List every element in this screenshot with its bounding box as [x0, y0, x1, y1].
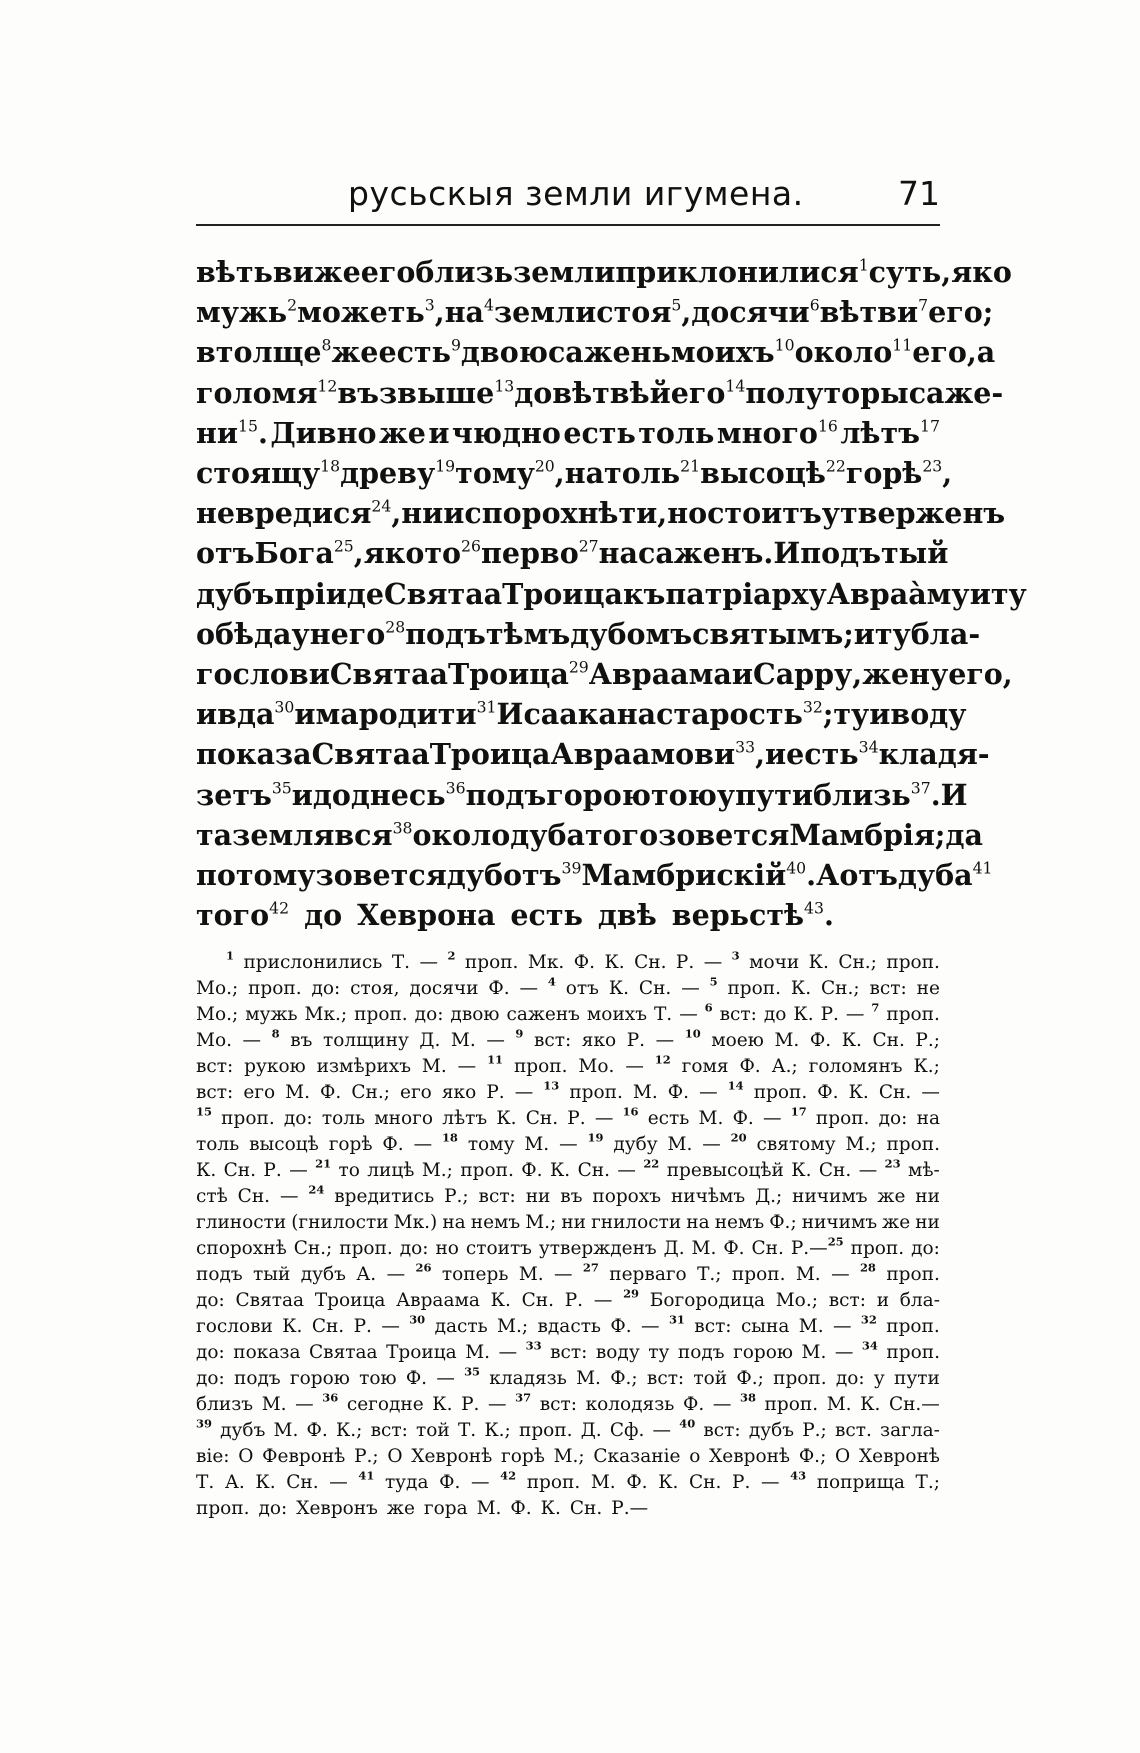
- footnote-line: стѣ Сн. — $^{24}$ вредитись Р.; вст: ни въ порохъ ничѣмъ Д.; ничимъ же ни: [196, 1182, 940, 1207]
- main-text-line: втолще$^8$ же есть$^9$ двою сажень моихъ$^{10}$ около$^{11}$ его, а: [196, 335, 996, 370]
- main-text-line: отъ Бога$^{25}$, яко $то^{26}$ перво$^{27}$ насаженъ. И подъ тый: [196, 536, 949, 571]
- main-text-line: мужь$^2$ можеть$^3$, $на^4$ земли стоя$^5$, досячи$^6$ вѣтви$^7$ его;: [196, 295, 994, 330]
- footnote-line: подъ тый дубъ А. — $^{26}$ топерь М. — $^{27}$ перваго Т.; проп. М. — $^{28}$ проп.: [196, 1260, 940, 1285]
- footnote-line: Мо.; проп. до: стоя, досячи Ф. — $^4$ отъ К. Сн. — $^5$ проп. К. Сн.; вст: не: [196, 974, 940, 999]
- footnote-line: гослови К. Сн. Р. — $^{30}$ дасть М.; вдасть Ф. — $^{31}$ вст: сына М. — $^{32}$ проп.: [196, 1312, 940, 1337]
- main-text-line: гослови Святаа Троица$^{29}$ Авраама и Сарру, жену его,: [196, 657, 1013, 692]
- footnote-line: $^1$ прислонились Т. — $^2$ проп. Мк. Ф. К. Сн. Р. — $^3$ мочи К. Сн.; проп.: [226, 948, 940, 973]
- footnote-line: глиности (гнилости Мк.) на немъ М.; ни гнилости на немъ Ф.; ничимъ же ни: [196, 1212, 940, 1233]
- footnote-line: Мо.; мужь Мк.; проп. до: двою саженъ моихъ Т. — $^6$ вст: до К. Р. — $^7$ проп.: [196, 1000, 940, 1025]
- footnotes: [196, 950, 940, 1522]
- main-text-line: вѣтьви же его близь земли приклонилися$^1$ суть, яко: [196, 255, 1012, 289]
- page-number: 71: [898, 174, 940, 213]
- main-text-line: обѣда у него$^{28}$ подъ тѣмъ дубомъ святымъ; и ту бла-: [196, 616, 981, 651]
- footnote-line: $^{39}$ дубъ М. Ф. К.; вст: той Т. К.; проп. Д. Сф. — $^{40}$ вст: дубъ Р.; вст. заглa-: [196, 1416, 940, 1441]
- footnote-line: близъ М. — $^{36}$ сегодне К. Р. — $^{37}$ вст: колодязь Ф. — $^{38}$ проп. М. К. Сн.—: [196, 1390, 940, 1415]
- main-text-line: $ни^{15}$. Дивно же и чюдно есть толь много$^{16}$ лѣтъ$^{17}$: [196, 415, 940, 450]
- footnote-line: Мо. — $^8$ въ толщину Д. М. — $^9$ вст: яко Р. — $^{10}$ моею М. Ф. К. Сн. Р.;: [196, 1026, 940, 1051]
- footnote-line: вст: его М. Ф. Сн.; его яко Р. — $^{13}$ проп. М. Ф. — $^{14}$ проп. Ф. К. Сн. —: [196, 1078, 940, 1103]
- header-rule: [196, 224, 940, 226]
- main-text-line: голомя$^{12}$ възвыше$^{13}$ до вѣтвѣй его$^{14}$ полуторы саже-: [196, 375, 1004, 410]
- main-text-line: та земля вся$^{38}$ около дуба того зовется Мамбрія; да: [196, 817, 983, 852]
- footnote-line: вст: рукою измѣрихъ М. — $^{11}$ проп. Мо. — $^{12}$ гомя Ф. А.; голомянъ К.;: [196, 1052, 940, 1077]
- footnote-line: до: показа Святаа Троица М. — $^{33}$ вст: воду ту подъ горою М. — $^{34}$ проп.: [196, 1338, 940, 1363]
- main-text-line: стоящу$^{18}$ древу$^{19}$ тому$^{20}$, на толь$^{21}$ высоцѣ$^{22}$ горѣ$^{23}$,: [196, 456, 953, 491]
- footnote-line: віе: О Февронѣ Р.; О Хевронѣ горѣ М.; Сказаніе о Хевронѣ Ф.; О Хевронѣ: [196, 1446, 940, 1467]
- footnote-line: толь высоцѣ горѣ Ф. — $^{18}$ тому М. — $^{19}$ дубу М. — $^{20}$ святому М.; проп.: [196, 1130, 940, 1155]
- main-text-line: зетъ$^{35}$ и доднесь$^{36}$ подъ горою тою у пути близь$^{37}$. И: [196, 777, 968, 812]
- main-text-line: того$^{42}$ до Хеврона есть двѣ верьстѣ$^{43}$.: [196, 898, 834, 933]
- main-text: [196, 252, 1027, 935]
- main-text-line: потому зовется дуботъ$^{39}$ Мамбрискій$^{40}$. А отъ дуба$^{41}$: [196, 858, 993, 893]
- footnote-line: до: Святаа Троица Авраама К. Сн. Р. — $^{29}$ Богородица Мо.; вст: и бла-: [196, 1286, 940, 1311]
- footnote-line: К. Сн. Р. — $^{21}$ то лицѣ М.; проп. Ф. К. Сн. — $^{22}$ превысоцѣй К. Сн. — $^{23}$ мѣ-: [196, 1156, 940, 1181]
- page-header: [196, 174, 940, 230]
- main-text-line: не вредися$^{24}$, ни испорохнѣти, но стоитъ утверженъ: [196, 496, 1006, 531]
- main-text-line: дубъ пріиде Святаа Троица къ патріарху Авраàму и ту: [196, 576, 1027, 611]
- footnote-line: $^{15}$ проп. до: толь много лѣтъ К. Сн. Р. — $^{16}$ есть М. Ф. — $^{17}$ проп. до: на: [196, 1104, 940, 1129]
- footnote-line: до: подъ горою тою Ф. — $^{35}$ кладязь М. Ф.; вст: той Ф.; проп. до: у пути: [196, 1364, 940, 1389]
- footnote-line: Т. А. К. Сн. — $^{41}$ туда Ф. — $^{42}$ проп. М. Ф. К. Сн. Р. — $^{43}$ поприща Т.;: [196, 1468, 940, 1493]
- footnote-line: проп. до: Хевронъ же гора М. Ф. К. Сн. Р.—: [196, 1498, 649, 1519]
- main-text-line: показа Святаа Троица Авраамови$^{33}$, и есть$^{34}$ кладя-: [196, 737, 990, 772]
- footnote-line: спорохнѣ Сн.; проп. до: но стоитъ утвержденъ Д. М. Ф. Сн. Р.—$^{25}$ проп. до:: [196, 1234, 940, 1259]
- running-title: русьскыя земли игумена.: [348, 174, 804, 213]
- main-text-line: и вда$^{30}$ има родити$^{31}$ Исаака на старость$^{32}$; ту и воду: [196, 697, 967, 732]
